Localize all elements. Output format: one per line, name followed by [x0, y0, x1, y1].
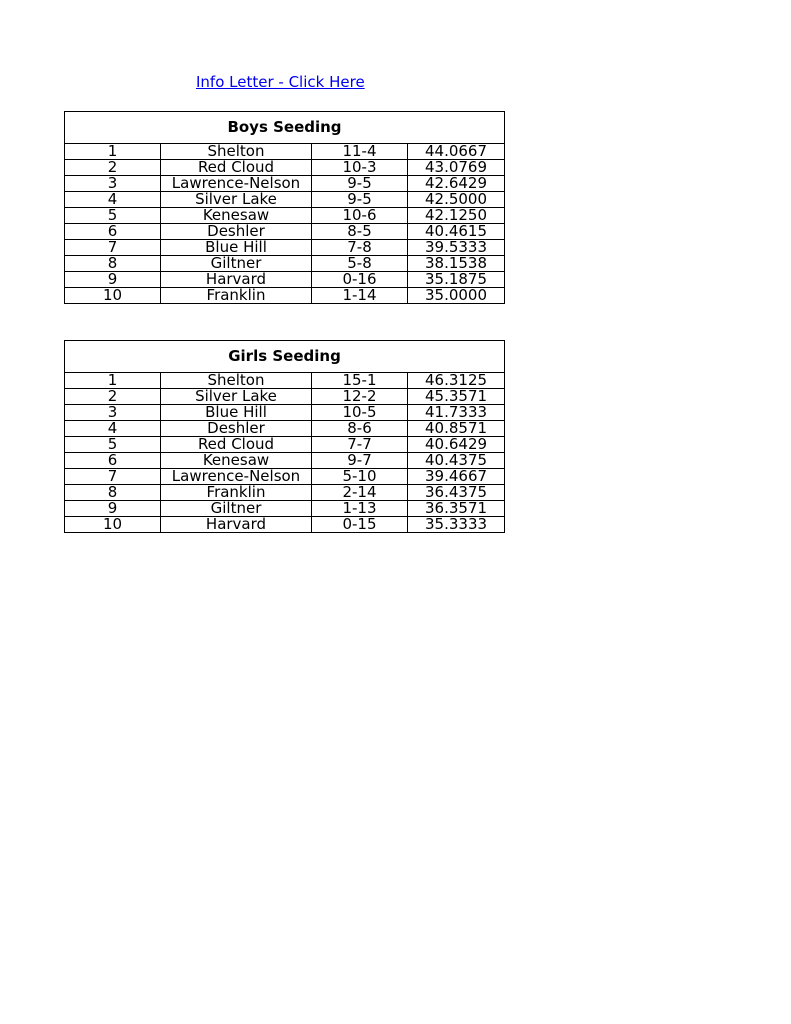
girls-seeding-table [64, 340, 505, 533]
record-cell: 9-5 [312, 192, 408, 208]
team-cell: Lawrence-Nelson [161, 469, 312, 485]
record-cell: 12-2 [312, 389, 408, 405]
points-cell: 36.4375 [408, 485, 505, 501]
record-cell: 2-14 [312, 485, 408, 501]
points-cell: 35.0000 [408, 288, 505, 304]
table-row [65, 517, 505, 533]
seed-cell: 6 [65, 224, 161, 240]
team-cell: Lawrence-Nelson [161, 176, 312, 192]
record-cell: 8-5 [312, 224, 408, 240]
points-cell: 42.5000 [408, 192, 505, 208]
points-cell: 43.0769 [408, 160, 505, 176]
team-cell: Franklin [161, 485, 312, 501]
team-cell: Kenesaw [161, 453, 312, 469]
table-row [65, 176, 505, 192]
seed-cell: 4 [65, 421, 161, 437]
table-row [65, 224, 505, 240]
team-cell: Silver Lake [161, 192, 312, 208]
points-cell: 44.0667 [408, 144, 505, 160]
table-row [65, 240, 505, 256]
team-cell: Harvard [161, 517, 312, 533]
points-cell: 40.8571 [408, 421, 505, 437]
seed-cell: 3 [65, 176, 161, 192]
record-cell: 7-8 [312, 240, 408, 256]
girls-seeding-header-row [65, 341, 505, 373]
boys-seeding-title: Boys Seeding [65, 112, 505, 144]
team-cell: Kenesaw [161, 208, 312, 224]
team-cell: Giltner [161, 501, 312, 517]
points-cell: 35.1875 [408, 272, 505, 288]
table-row [65, 160, 505, 176]
record-cell: 15-1 [312, 373, 408, 389]
record-cell: 10-5 [312, 405, 408, 421]
points-cell: 35.3333 [408, 517, 505, 533]
team-cell: Blue Hill [161, 240, 312, 256]
points-cell: 39.5333 [408, 240, 505, 256]
team-cell: Franklin [161, 288, 312, 304]
table-row [65, 373, 505, 389]
points-cell: 36.3571 [408, 501, 505, 517]
table-row [65, 421, 505, 437]
record-cell: 11-4 [312, 144, 408, 160]
seed-cell: 3 [65, 405, 161, 421]
table-row [65, 389, 505, 405]
team-cell: Harvard [161, 272, 312, 288]
info-letter-link[interactable]: Info Letter - Click Here [196, 73, 365, 91]
seed-cell: 1 [65, 373, 161, 389]
points-cell: 42.1250 [408, 208, 505, 224]
record-cell: 9-5 [312, 176, 408, 192]
seed-cell: 10 [65, 517, 161, 533]
table-row [65, 256, 505, 272]
points-cell: 46.3125 [408, 373, 505, 389]
points-cell: 40.4615 [408, 224, 505, 240]
points-cell: 41.7333 [408, 405, 505, 421]
table-row [65, 453, 505, 469]
table-row [65, 437, 505, 453]
points-cell: 40.4375 [408, 453, 505, 469]
table-row [65, 272, 505, 288]
record-cell: 0-16 [312, 272, 408, 288]
team-cell: Deshler [161, 421, 312, 437]
seed-cell: 7 [65, 469, 161, 485]
seed-cell: 1 [65, 144, 161, 160]
points-cell: 42.6429 [408, 176, 505, 192]
boys-seeding-table [64, 111, 505, 304]
team-cell: Shelton [161, 373, 312, 389]
team-cell: Red Cloud [161, 160, 312, 176]
team-cell: Deshler [161, 224, 312, 240]
seed-cell: 5 [65, 437, 161, 453]
seed-cell: 8 [65, 256, 161, 272]
record-cell: 10-6 [312, 208, 408, 224]
seed-cell: 2 [65, 389, 161, 405]
table-row [65, 144, 505, 160]
table-row [65, 469, 505, 485]
record-cell: 10-3 [312, 160, 408, 176]
record-cell: 1-13 [312, 501, 408, 517]
team-cell: Giltner [161, 256, 312, 272]
seed-cell: 10 [65, 288, 161, 304]
team-cell: Shelton [161, 144, 312, 160]
record-cell: 7-7 [312, 437, 408, 453]
seed-cell: 8 [65, 485, 161, 501]
seed-cell: 6 [65, 453, 161, 469]
girls-seeding-body [65, 373, 505, 533]
record-cell: 1-14 [312, 288, 408, 304]
points-cell: 40.6429 [408, 437, 505, 453]
seed-cell: 2 [65, 160, 161, 176]
points-cell: 38.1538 [408, 256, 505, 272]
seed-cell: 7 [65, 240, 161, 256]
team-cell: Red Cloud [161, 437, 312, 453]
girls-seeding-title: Girls Seeding [65, 341, 505, 373]
seed-cell: 4 [65, 192, 161, 208]
record-cell: 5-8 [312, 256, 408, 272]
seed-cell: 9 [65, 501, 161, 517]
boys-seeding-body [65, 144, 505, 304]
record-cell: 5-10 [312, 469, 408, 485]
table-row [65, 485, 505, 501]
seed-cell: 5 [65, 208, 161, 224]
team-cell: Silver Lake [161, 389, 312, 405]
record-cell: 9-7 [312, 453, 408, 469]
points-cell: 39.4667 [408, 469, 505, 485]
boys-seeding-header-row [65, 112, 505, 144]
record-cell: 0-15 [312, 517, 408, 533]
seed-cell: 9 [65, 272, 161, 288]
table-row [65, 192, 505, 208]
table-row [65, 405, 505, 421]
table-row [65, 288, 505, 304]
table-row [65, 501, 505, 517]
table-row [65, 208, 505, 224]
record-cell: 8-6 [312, 421, 408, 437]
team-cell: Blue Hill [161, 405, 312, 421]
points-cell: 45.3571 [408, 389, 505, 405]
